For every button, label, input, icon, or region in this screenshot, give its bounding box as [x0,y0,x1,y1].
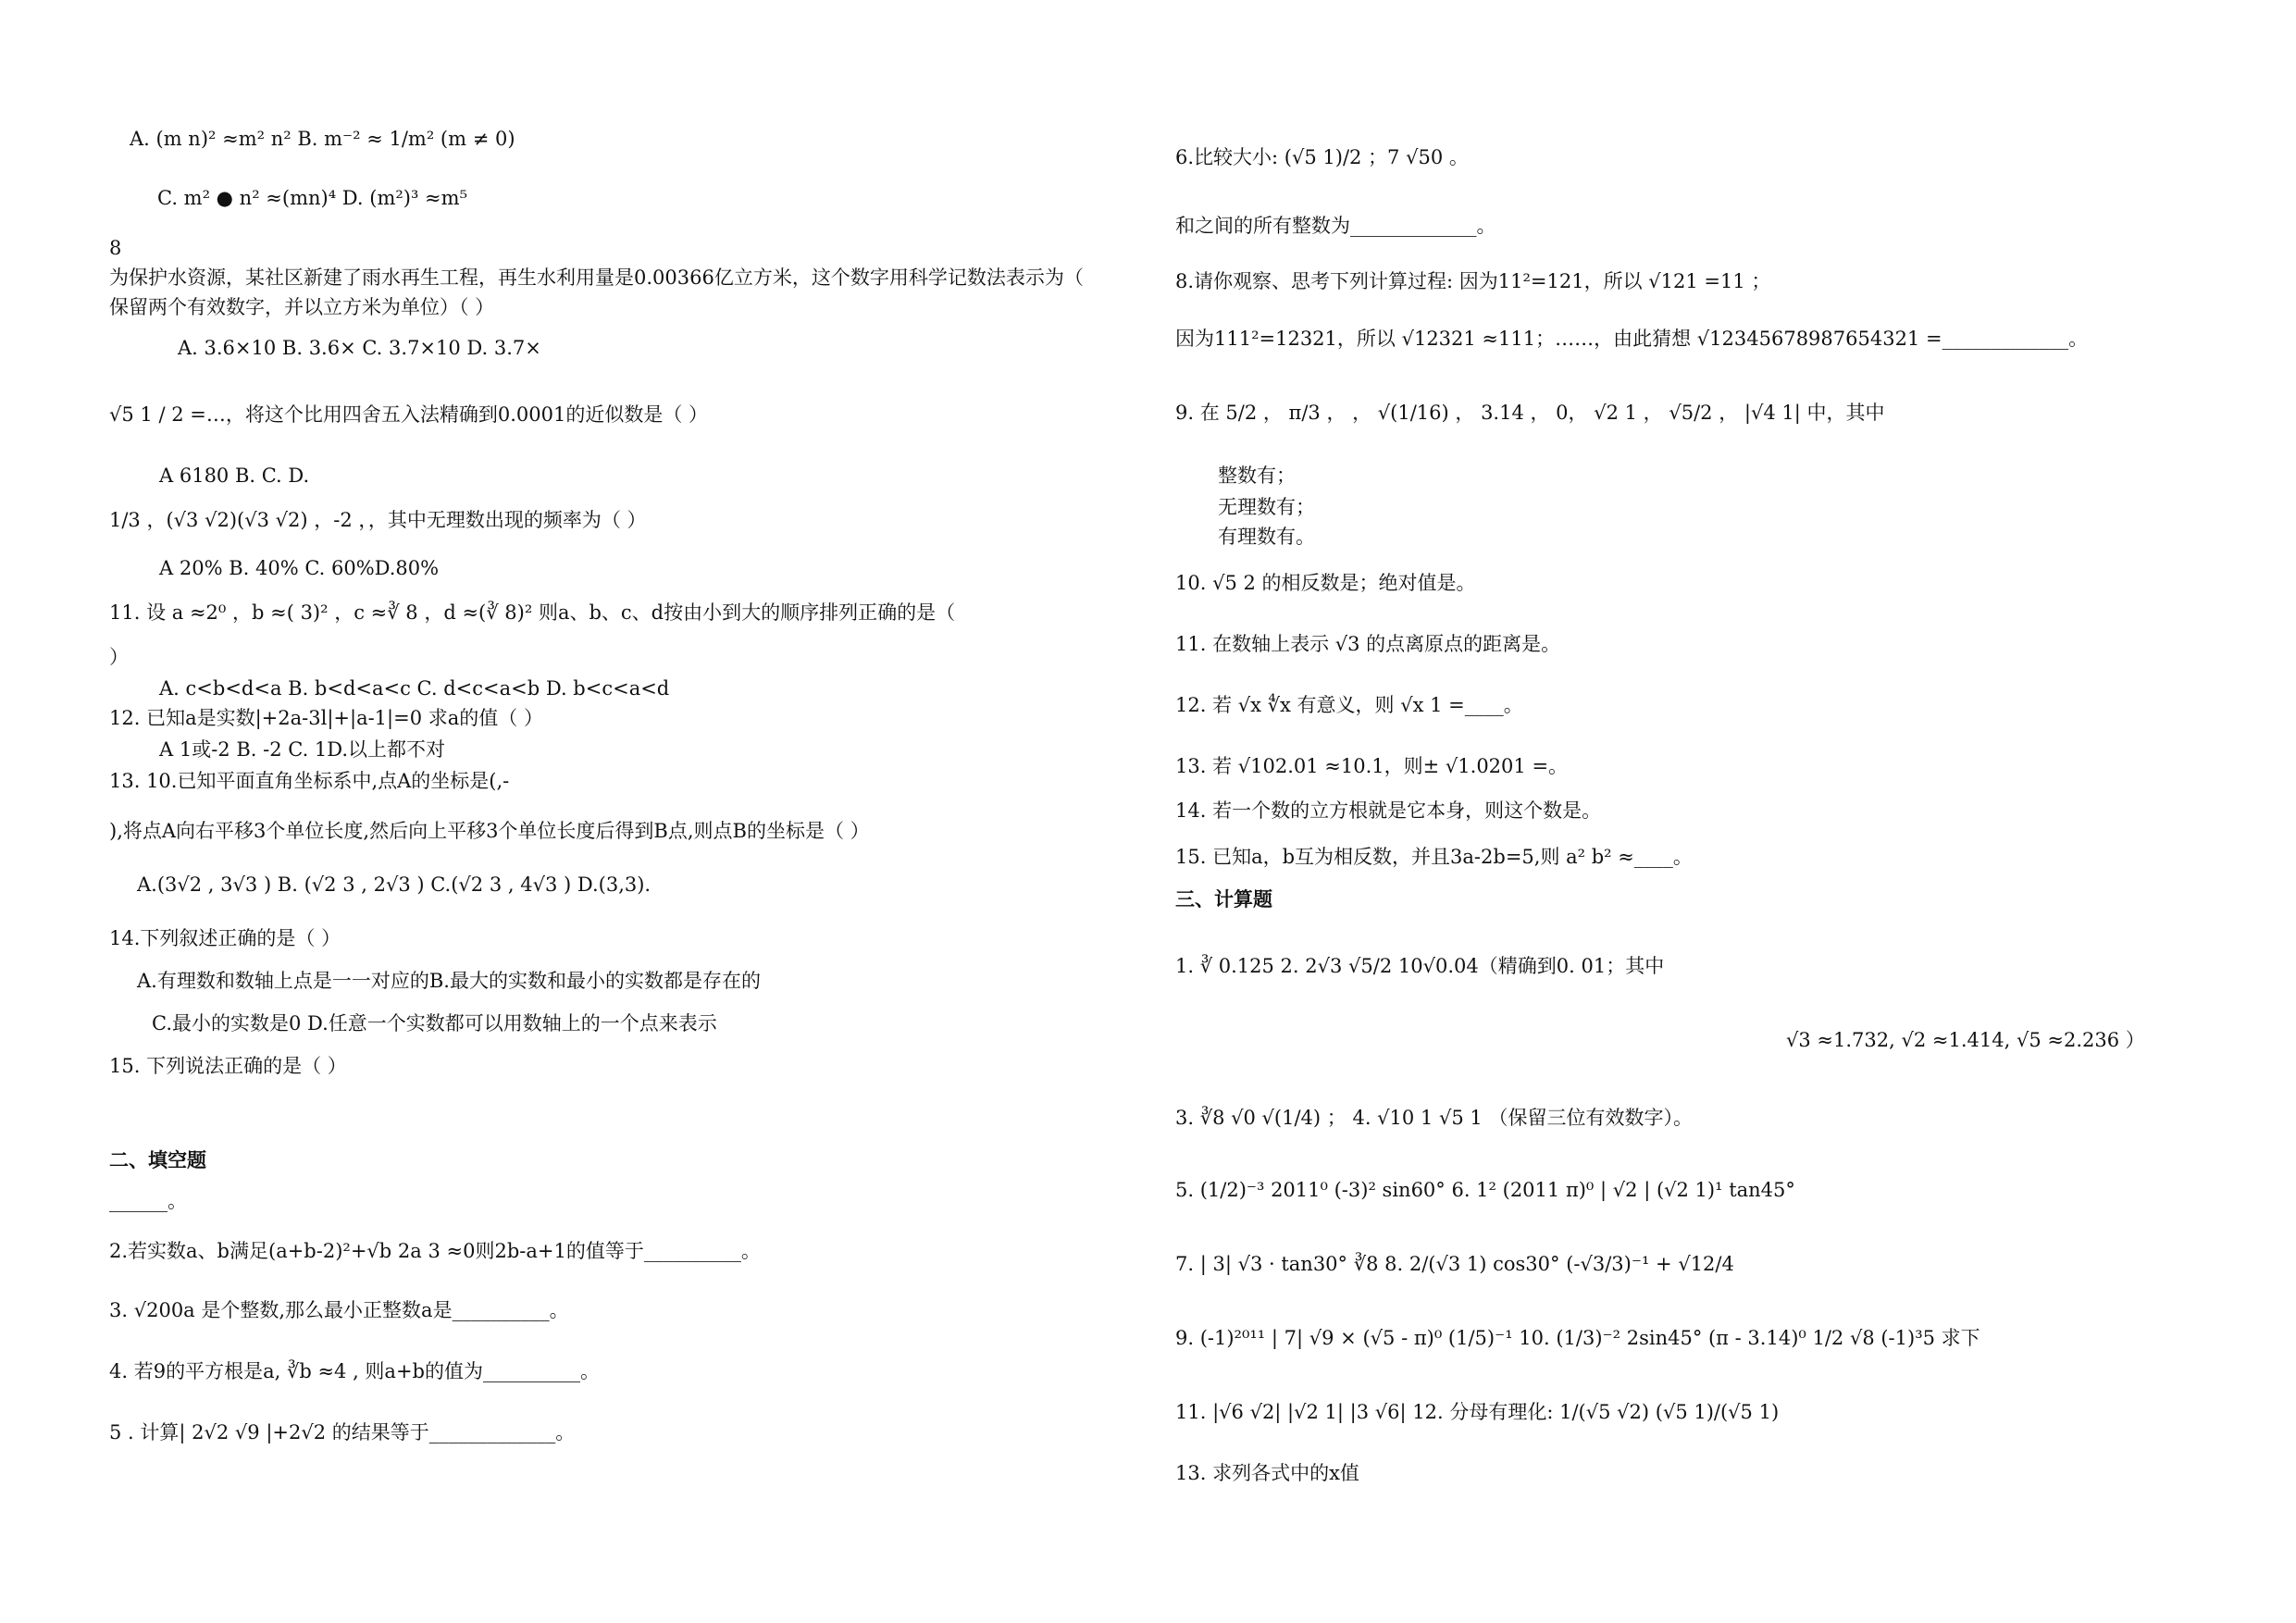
left-line: A.有理数和数轴上点是一一对应的B.最大的实数和最小的实数都是存在的 [137,970,761,992]
left-line: 4. 若9的平方根是a, ∛b ≈4 , 则a+b的值为__________。 [109,1360,600,1382]
right-line: 13. 求列各式中的x值 [1175,1462,1359,1484]
left-line: ),将点A向右平移3个单位长度,然后向上平移3个单位长度后得到B点,则点B的坐标是（ ） [109,820,870,842]
left-line: 13. 10.已知平面直角坐标系中,点A的坐标是(,- [109,770,510,792]
section-heading-fill-in: 二、填空题 [109,1148,206,1171]
right-line: 5. (1/2)⁻³ 2011⁰ (-3)² sin60° 6. 1² (2011 π)⁰ | √2 | (√2 1)¹ tan45° [1175,1179,1795,1201]
right-line: 9. 在 5/2 ， π/3 ， ， √(1/16) ， 3.14 ， 0， √2 1 ， √5/2 ， |√4 1| 中，其中 [1175,402,1885,424]
section-heading-calculation: 三、计算题 [1175,887,1272,911]
right-line: 3. ∛8 √0 √(1/4) ； 4. √10 1 √5 1 （保留三位有效数字）。 [1175,1107,1693,1129]
right-line: 整数有； [1218,465,1296,487]
right-line: 11. |√6 √2| |√2 1| |3 √6| 12. 分母有理化: 1/(√5 √2) (√5 1)/(√5 1) [1175,1401,1780,1423]
left-line: √5 1 / 2 =…，将这个比用四舍五入法精确到0.0001的近似数是（ ） [109,403,708,426]
left-line: ） [109,646,129,668]
left-line: 为保护水资源，某社区新建了雨水再生工程，再生水利用量是0.00366亿立方米，这个数字用科学记数法表示为（ [109,266,1084,289]
left-line: 15. 下列说法正确的是（ ） [109,1055,347,1077]
right-line: √3 ≈1.732, √2 ≈1.414, √5 ≈2.236 ） [1786,1029,2145,1051]
right-line: 无理数有； [1218,496,1315,518]
left-line: A. c<b<d<a B. b<d<a<c C. d<c<a<b D. b<c<a<d [159,677,670,700]
left-line: A 20% B. 40% C. 60%D.80% [159,557,440,579]
left-line: 5 . 计算| 2√2 √9 |+2√2 的结果等于_____________。 [109,1421,576,1443]
left-line: C.最小的实数是0 D.任意一个实数都可以用数轴上的一个点来表示 [152,1012,717,1035]
right-line: 6.比较大小: (√5 1)/2 ；7 √50 。 [1175,146,1469,168]
right-line: 和之间的所有整数为_____________。 [1175,215,1496,237]
right-line: 13. 若 √102.01 ≈10.1，则± √1.0201 =。 [1175,755,1569,777]
left-line: A 6180 B. C. D. [159,465,310,487]
left-line: ______。 [109,1190,187,1212]
right-line: 9. (-1)²⁰¹¹ | 7| √9 × (√5 - π)⁰ (1/5)⁻¹ 10. (1/3)⁻² 2sin45° (π - 3.14)⁰ 1/2 √8 (-1)³5 求下 [1175,1327,1980,1349]
right-line: 14. 若一个数的立方根就是它本身，则这个数是。 [1175,799,1602,822]
right-line: 有理数有。 [1218,526,1315,548]
left-line: 3. √200a 是个整数,那么最小正整数a是__________。 [109,1299,569,1321]
left-line: A. (m n)² ≈m² n² B. m⁻² ≈ 1/m² (m ≠ 0) [130,128,515,150]
left-line: 8 [109,237,122,259]
left-line: A.(3√2 , 3√3 ) B. (√2 3 , 2√3 ) C.(√2 3 , 4√3 ) D.(3,3). [137,873,652,896]
right-line: 7. | 3| √3 · tan30° ∛8 8. 2/(√3 1) cos30° (-√3/3)⁻¹ + √12/4 [1175,1253,1734,1275]
right-line: 12. 若 √x ∜x 有意义，则 √x 1 =____。 [1175,694,1523,716]
left-line: A 1或-2 B. -2 C. 1D.以上都不对 [159,738,446,761]
right-line: 8.请你观察、思考下列计算过程: 因为11²=121，所以 √121 =11 ； [1175,270,1771,292]
left-line: 2.若实数a、b满足(a+b-2)²+√b 2a 3 ≈0则2b-a+1的值等于__________。 [109,1240,761,1262]
left-line: 保留两个有效数字，并以立方米为单位）（ ） [109,296,495,318]
left-line: C. m² ● n² ≈(mn)⁴ D. (m²)³ ≈m⁵ [157,187,467,209]
right-line: 因为111²=12321，所以 √12321 ≈111；……，由此猜想 √12345678987654321 =_____________。 [1175,328,2089,350]
left-line: 11. 设 a ≈2⁰ ，b ≈( 3)² ，c ≈∛ 8 ，d ≈(∛ 8)² 则a、b、c、d按由小到大的顺序排列正确的是（ [109,601,956,624]
right-line: 15. 已知a，b互为相反数，并且3a-2b=5,则 a² b² ≈____。 [1175,846,1693,868]
left-line: 12. 已知a是实数|+2a-3l|+|a-1|=0 求a的值（ ） [109,707,543,729]
left-line: 1/3 ，(√3 √2)(√3 √2) ，-2 ，，其中无理数出现的频率为（ ） [109,509,647,531]
left-line: A. 3.6×10 B. 3.6× C. 3.7×10 D. 3.7× [178,337,541,359]
left-line: 14.下列叙述正确的是（ ） [109,927,341,949]
right-line: 11. 在数轴上表示 √3 的点离原点的距离是。 [1175,633,1561,655]
right-line: 10. √5 2 的相反数是；绝对值是。 [1175,572,1476,594]
right-line: 1. ∛ 0.125 2. 2√3 √5/2 10√0.04（精确到0. 01；其中 [1175,955,1665,977]
